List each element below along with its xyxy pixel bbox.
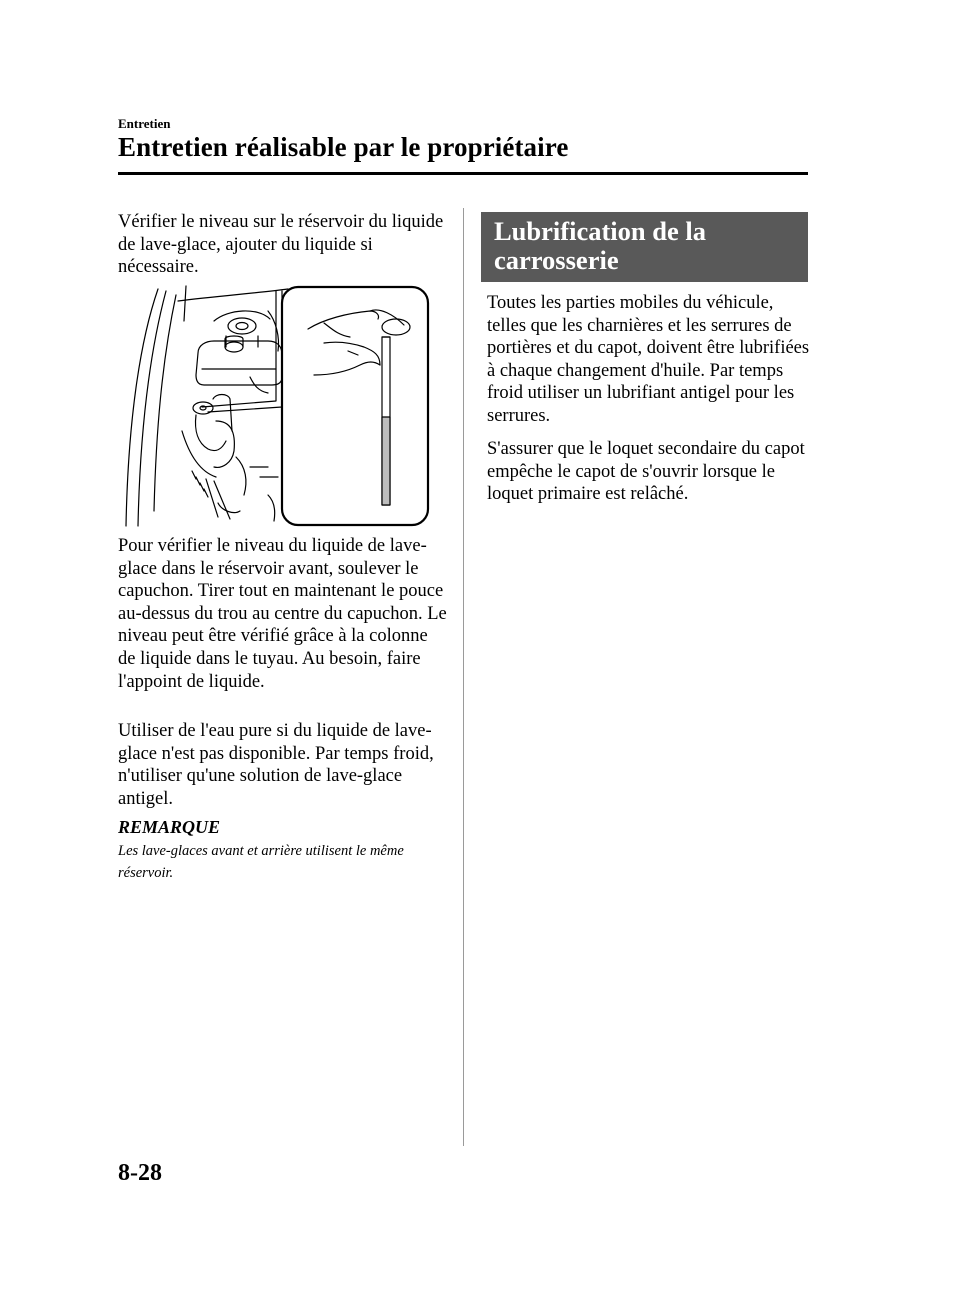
remark-text: Les lave-glaces avant et arrière utilisent le même réservoir. [118,843,404,881]
intro-paragraph: Vérifier le niveau sur le réservoir du liquide de lave-glace, ajouter du liquide si nécessaire. [118,212,444,278]
check-level-paragraph: Pour vérifier le niveau du liquide de lave-glace dans le réservoir avant, soulever le capuchon. Tirer tout en maintenant le pouce au-dessus du trou au centre du capuchon. Le niveau peut être vérifié grâce à la colonne de liquide dans le tuyau. Au besoin, faire l'appoint de liquide. [118,536,447,692]
section-label: Entretien [118,116,171,131]
page-number: 8-28 [118,1160,162,1186]
section-heading: Lubrification de la carrosserie [494,216,707,275]
header-rule [118,172,808,175]
chapter-title: Entretien réalisable par le propriétaire [118,132,569,162]
column-divider [463,208,464,1146]
latch-paragraph: S'assurer que le loquet secondaire du capot empêche le capot de s'ouvrir lorsque le loquet primaire est relâché. [487,439,805,505]
water-note-paragraph: Utiliser de l'eau pure si du liquide de lave-glace n'est pas disponible. Par temps froid, n'utiliser qu'une solution de lave-glace antigel. [118,721,434,809]
washer-reservoir-illustration [118,281,438,529]
remark-title: REMARQUE [118,817,221,837]
lubrication-paragraph: Toutes les parties mobiles du véhicule, telles que les charnières et les serrures de portières et du capot, doivent être lubrifiées à chaque changement d'huile. Par temps froid utiliser un lubrifiant antigel pour les serrures. [487,293,810,426]
